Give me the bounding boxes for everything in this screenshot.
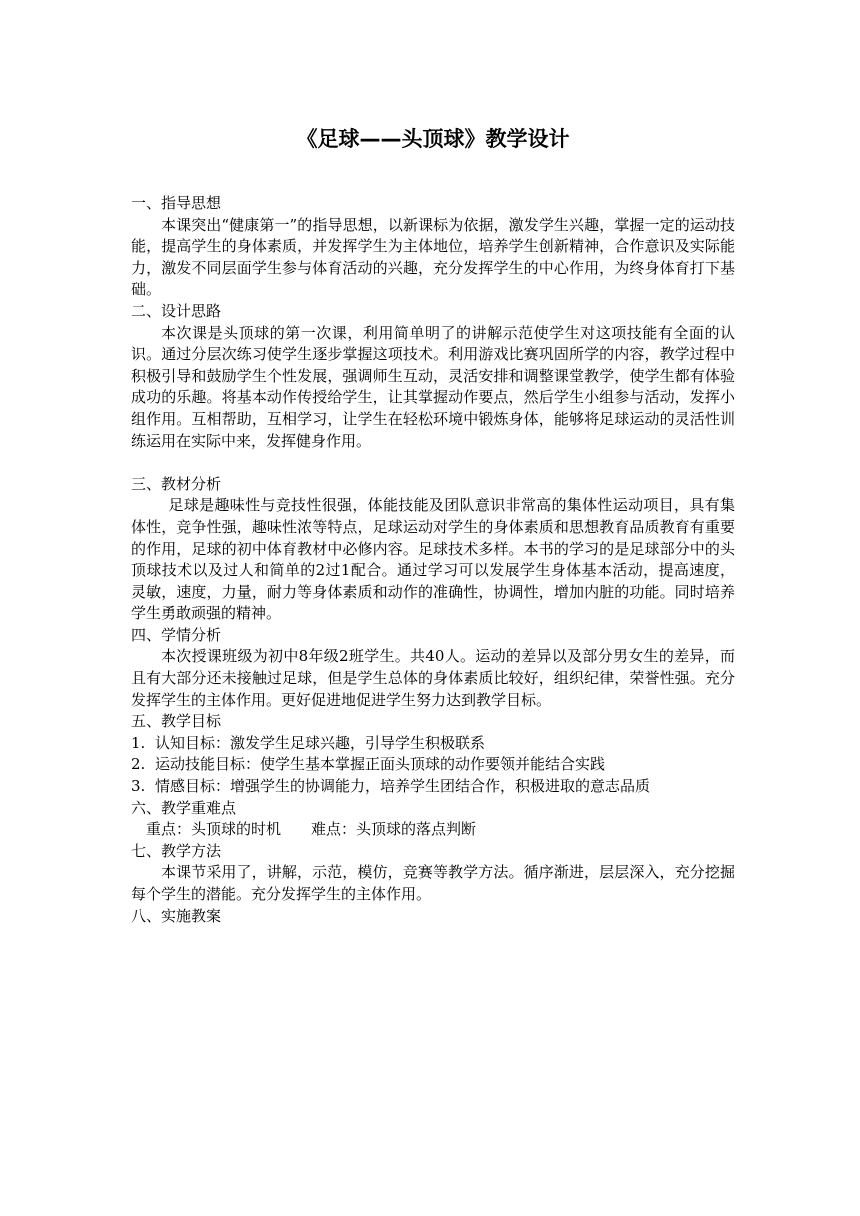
section-heading-design-idea: 二、设计思路 [131,301,222,320]
section-paragraph-teaching-methods: 本课节采用了，讲解，示范，模仿，竞赛等教学方法。循序渐进，层层深入，充分挖掘每个学生的潜能。充分发挥学生的主体作用。 [131,863,735,903]
goal-number: 3. [131,777,146,796]
difficult-point: 难点：头顶球的落点判断 [311,820,477,839]
key-point: 重点：头顶球的时机 [146,820,282,839]
goal-number: 1. [131,733,146,752]
section-heading-key-difficult-points: 六、教学重难点 [131,798,237,817]
section-heading-lesson-plan: 八、实施教案 [131,906,222,925]
goal-text: 运动技能目标：使学生基本掌握正面头顶球的动作要领并能结合实践 [155,755,606,774]
section-heading-material-analysis: 三、教材分析 [131,474,222,493]
goal-item [131,754,735,776]
goal-item [131,733,735,755]
blank-line [131,452,735,474]
goal-text: 认知目标：激发学生足球兴趣，引导学生积极联系 [155,733,486,752]
key-difficult-points-line [131,819,735,841]
document-body [131,193,735,927]
section-paragraph-design-idea: 本次课是头顶球的第一次课，利用简单明了的讲解示范使学生对这项技能有全面的认识。通过分层次练习使学生逐步掌握这项技术。利用游戏比赛巩固所学的内容，教学过程中积极引导和鼓励学生个性发展，强调师生互动，灵活安排和调整课堂教学，使学生都有体验成功的乐趣。将基本动作传授给学生，让其掌握动作要点，然后学生小组参与活动，发挥小组作用。互相帮助，互相学习，让学生在轻松环境中锻炼身体，能够将足球运动的灵活性训练运用在实际中来，发挥健身作用。 [131,323,735,450]
section-paragraph-student-analysis: 本次授课班级为初中8年级2班学生。共40人。运动的差异以及部分男女生的差异，而且有大部分还未接触过足球，但是学生总体的身体素质比较好，组织纪律，荣誉性强。充分发挥学生的主体作用。更好促进地促进学生努力达到教学目标。 [131,647,735,709]
section-heading-teaching-goals: 五、教学目标 [131,712,222,731]
goal-number: 2. [131,755,146,774]
section-heading-student-analysis: 四、学情分析 [131,625,222,644]
section-heading-guiding-ideology: 一、指导思想 [131,194,222,212]
section-paragraph-guiding-ideology: 本课突出“健康第一”的指导思想，以新课标为依据，激发学生兴趣，掌握一定的运动技能，提高学生的身体素质，并发挥学生为主体地位，培养学生创新精神，合作意识及实际能力，激发不同层面学生参与体育活动的兴趣，充分发挥学生的中心作用，为终身体育打下基础。 [131,215,735,299]
document-page [131,122,735,927]
section-paragraph-material-analysis: 足球是趣味性与竞技性很强，体能技能及团队意识非常高的集体性运动项目，具有集体性，竞争性强，趣味性浓等特点，足球运动对学生的身体素质和思想教育品质教育有重要的作用，足球的初中体育教材中必修内容。足球技术多样。本书的学习的是足球部分中的头顶球技术以及过人和简单的2过1配合。通过学习可以发展学生身体基本活动，提高速度，灵敏，速度，力量，耐力等身体素质和动作的准确性，协调性，增加内脏的功能。同时培养学生勇敢顽强的精神。 [131,496,735,623]
goal-item [131,776,735,798]
goal-text: 情感目标：增强学生的协调能力，培养学生团结合作，积极进取的意志品质 [155,777,651,796]
section-heading-teaching-methods: 七、教学方法 [131,841,222,860]
document-title: 《足球——头顶球》教学设计 [296,127,570,151]
